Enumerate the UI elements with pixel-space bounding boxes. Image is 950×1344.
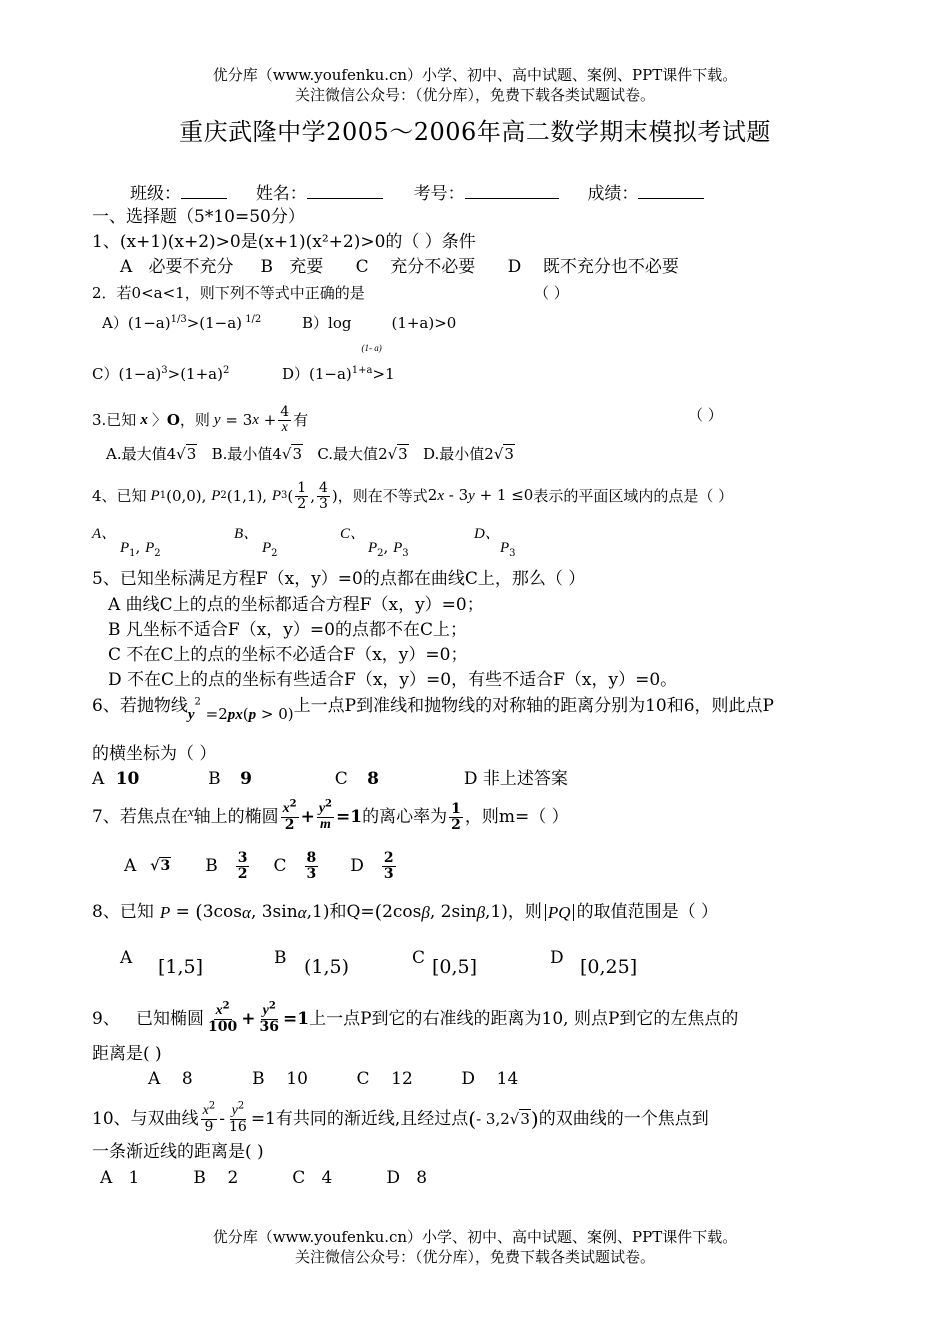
footer-line-1: 优分库（www.youfenku.cn）小学、初中、高中试题、案例、PPT课件下载。: [212, 1228, 738, 1246]
q10-line2: 一条渐近线的距离是( ): [92, 1142, 264, 1162]
q6-option-a: A: [92, 769, 105, 789]
q9-line2: 距离是( ): [92, 1044, 162, 1064]
q10-mid: 有共同的渐近线,且经过点: [275, 1108, 469, 1129]
q9-options: A 8 B 10 C 12 D 14: [148, 1069, 519, 1089]
q3-paren: （ ）: [688, 406, 723, 424]
q3-option-d: D.最小值: [423, 445, 485, 463]
q4-option-c-label: C、: [340, 526, 366, 542]
score-blank[interactable]: [638, 198, 704, 199]
q5-option-a: A 曲线C上的点的坐标都适合方程F（x，y）=0；: [108, 595, 484, 615]
q8-option-c: C: [412, 948, 426, 968]
name-label: 姓名：: [255, 184, 307, 204]
q9-stem: 9、 已知椭圆 $\frac{x^2}{100}$ + $\frac{y^2}{36}$ =1 上一点P到它的右准线的距离为10, 则点P到它的左焦点的: [92, 1000, 739, 1035]
q7-mid: 轴上的椭圆: [193, 806, 279, 827]
q2-option-b: B）log (1- a) (1+a)>0: [302, 314, 457, 353]
q7-option-d: D: [350, 855, 364, 876]
q6-option-d: D 非上述答案: [463, 769, 568, 789]
q2-option-d: $D)(1-a)^{1+a}>1$: [282, 365, 395, 383]
id-blank[interactable]: [465, 198, 559, 199]
q6-option-a-val: 10: [115, 769, 140, 789]
q10-options: A 1 B 2 C 4 D 8: [100, 1168, 428, 1188]
header-line-1: 优分库（www.youfenku.cn）小学、初中、高中试题、案例、PPT课件下载。: [212, 66, 738, 84]
q5-option-c: C 不在C上的点的坐标不必适合F（x，y）=0；: [108, 645, 468, 665]
q6-and: 和: [666, 696, 684, 716]
q5-option-b: B 凡坐标不适合F（x，y）=0的点都不在C上；: [108, 620, 467, 640]
q8-stem: 8、已知 P = ( 3cos α , 3sin α ,1) 和Q= ( 2cos β , 2sin β ,1) ，则 PQ 的取值范围是（ ）: [92, 900, 718, 923]
q3-option-b: B.最小值: [211, 445, 273, 463]
q7-prefix: 7、若焦点在: [92, 806, 188, 827]
name-blank[interactable]: [307, 198, 383, 199]
q8-option-a: A: [120, 948, 133, 968]
q8-prefix: 8、已知: [92, 901, 154, 922]
section-title: 一、选择题（5*10=50分）: [92, 207, 305, 227]
q4-option-a-label: A、: [92, 526, 117, 542]
q7-options: A √3 B $\frac{3}{2}$ C $\frac{8}{3}$ D $\frac{2}{3}$: [124, 849, 394, 882]
q8-option-b-val: (1,5): [304, 956, 350, 978]
q4-mid: ，则在不等式: [337, 486, 428, 505]
q10-stem: 10、与双曲线 $\frac{x^2}{9}$ - $\frac{y^2}{16}$ =1 有共同的渐近线,且经过点 ( - 3,2√3 ) 的双曲线的一个焦点到: [92, 1100, 709, 1135]
q6-line2: 的横坐标为（ ）: [92, 744, 217, 764]
q4-option-b: $P_2$: [262, 540, 278, 559]
q6-suffix: ，则此点P: [694, 696, 774, 716]
q3-options: A.最大值4√3 B.最小值4√3 C.最大值2√3 D.最小值2√3: [106, 445, 514, 463]
q6-option-c: C: [334, 769, 348, 789]
page-title: 重庆武隆中学2005～2006年高二数学期末模拟考试题: [179, 118, 771, 146]
q8-option-c-val: [0,5]: [432, 956, 478, 978]
header-line-2: 关注微信公众号：（优分库），免费下载各类试题试卷。: [294, 86, 655, 104]
q6-option-c-val: 8: [367, 769, 379, 789]
q7-option-a: A: [124, 855, 137, 876]
class-blank[interactable]: [181, 198, 227, 199]
q7-stem: 7、若焦点在 x 轴上的椭圆 $\frac{x^2}{2}$ + $\frac{y^2}{m}$ =1 的离心率为 $\frac{1}{2}$ ，则m=（ ）: [92, 798, 569, 833]
q7-suffix: ，则m=（ ）: [464, 806, 569, 827]
q6-mid: 上一点P到准线和抛物线的对称轴的距离分别为: [293, 696, 646, 716]
q4-option-c: $P_2$, $P_3$: [368, 538, 409, 559]
q10-prefix: 10、与双曲线: [92, 1108, 199, 1129]
q6-stem: 6、若抛物线$y^2 =2px(p > 0)$上一点P到准线和抛物线的对称轴的距离分别为10和6，则此点P: [92, 696, 774, 723]
q1-stem: 1、(x+1)(x+2)>0是(x+1)(x²+2)>0的（ ）条件: [92, 232, 476, 252]
q2-stem: 2．若0<a<1，则下列不等式中正确的是: [92, 284, 365, 302]
q8-mid: ，则: [507, 901, 542, 922]
q7-option-c: C: [273, 855, 287, 876]
q2-option-c: $C)(1-a)^3>(1+a)^2$: [92, 365, 230, 383]
q1-options: A 必要不充分 B 充要 C 充分不必要 D 既不充分也不必要: [120, 257, 679, 277]
footer-line-2: 关注微信公众号：（优分库），免费下载各类试题试卷。: [294, 1248, 655, 1266]
q2-option-a: $A)(1-a)^{1/3}>(1-a)$ $^{1/2}$: [102, 314, 262, 332]
q5-option-d: D 不在C上的点的坐标有些适合F（x，y）=0，有些不适合F（x，y）=0。: [108, 670, 678, 690]
q10-suffix: 的双曲线的一个焦点到: [538, 1108, 709, 1129]
q4-prefix: 4、已知: [92, 486, 147, 505]
q8-and: 和Q=: [329, 901, 375, 922]
score-label: 成绩：: [587, 184, 639, 204]
info-line: [130, 186, 704, 203]
q7-mid2: 的离心率为: [362, 806, 448, 827]
q7-option-b: B: [205, 855, 218, 876]
q4-option-a: $P_1$, $P_2$: [120, 538, 161, 559]
q8-option-d-val: [0,25]: [580, 956, 638, 978]
q5-stem: 5、已知坐标满足方程F（x，y）=0的点都在曲线C上，那么（ ）: [92, 569, 586, 589]
q6-option-b-val: 9: [240, 769, 252, 789]
q4-suffix: 表示的平面区域内的点是（ ）: [533, 486, 734, 505]
q4-option-d-label: D、: [474, 526, 500, 542]
q3-prefix: 3.已知: [92, 410, 137, 429]
q4-option-d: $P_3$: [500, 540, 516, 559]
q4-option-b-label: B、: [234, 526, 259, 542]
q3-option-c: C.最大值: [317, 445, 379, 463]
class-label: 班级：: [130, 184, 181, 204]
q2-paren: （ ）: [534, 284, 569, 302]
q8-suffix: 的取值范围是（ ）: [576, 901, 718, 922]
q9-prefix: 9、 已知椭圆: [92, 1008, 205, 1029]
q9-suffix: 上一点P到它的右准线的距离为10, 则点P到它的左焦点的: [309, 1008, 739, 1029]
q8-option-b: B: [274, 948, 287, 968]
q3-option-a: A.最大值: [106, 445, 167, 463]
q4-stem: 4、已知 P 1 (0,0), P 2 (1,1), P 3 ( $\frac{1}{2}$ , $\frac{4}{3}$ ) ，则在不等式 2x - 3y + 1 ≤0 表示的平面区域内的点是（ ）: [92, 479, 734, 512]
q8-option-d: D: [550, 948, 564, 968]
q6-options: [92, 771, 568, 788]
q6-option-b: B: [208, 769, 221, 789]
id-label: 考号：: [413, 184, 465, 204]
q3-stem: 3.已知 x 〉 O ，则 y = 3 x + $\frac{4}{x}$ 有: [92, 403, 309, 435]
q6-prefix: 6、若抛物线: [92, 696, 188, 716]
q8-option-a-val: [1,5]: [158, 956, 204, 978]
